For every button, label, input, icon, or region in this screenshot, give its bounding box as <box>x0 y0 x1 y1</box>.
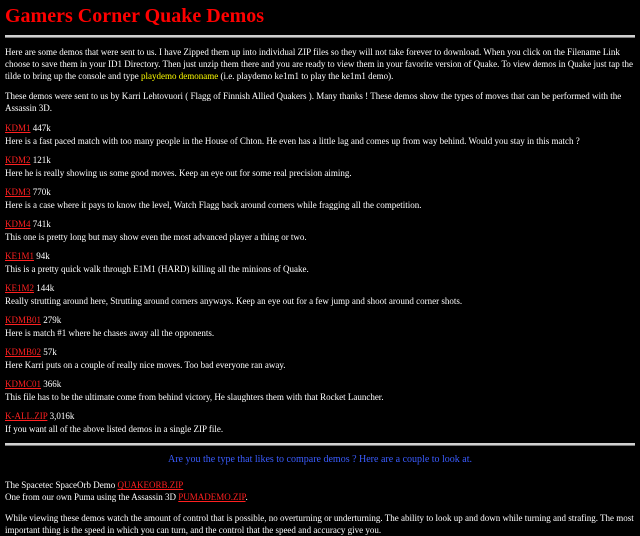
demo-link-k-all-zip[interactable]: K-ALL.ZIP <box>5 411 48 421</box>
demo-size: 366k <box>43 379 62 389</box>
demo-entry-ke1m1 <box>5 250 635 275</box>
intro-text-before: Here are some demos that were sent to us. I have Zipped them up into individual ZIP files so they will not take forever to download. When you click on the Filename Link choose to save them in your ID1 Directory. Then just unzip them there and you are ready to view them in your favorite version of Quake. To view demos in Quake just tap the tilde to bring up the console and type <box>5 47 634 81</box>
demo-entry-kdm2 <box>5 154 635 179</box>
intro-text-after: (i.e. playdemo ke1m1 to play the ke1m1 demo). <box>218 71 394 81</box>
section-divider <box>5 443 635 446</box>
closing-paragraph: While viewing these demos watch the amount of control that is possible, no overturning or underturning. The ability to look up and down while turning and strafing. The most important thing is the speed in which you can turn, and the control that the speed and accuracy give you. <box>5 513 634 535</box>
demo-entry-kdmc01 <box>5 378 635 403</box>
demo-link-kdm3[interactable]: KDM3 <box>5 187 31 197</box>
title-divider <box>5 35 635 38</box>
intro-paragraph <box>5 46 635 82</box>
demo-description: Here he is really showing us some good moves. Keep an eye out for some real precision aiming. <box>5 168 352 178</box>
demo-size: 279k <box>43 315 62 325</box>
demo-description: If you want all of the above listed demos in a single ZIP file. <box>5 424 224 434</box>
demo-size: 57k <box>43 347 57 357</box>
demo-link-kdm2[interactable]: KDM2 <box>5 155 31 165</box>
demo-entry-kdm3 <box>5 186 635 211</box>
demo-size: 94k <box>36 251 50 261</box>
demo-list <box>5 122 635 435</box>
demo-entry-kdm1 <box>5 122 635 147</box>
demo-link-kdm1[interactable]: KDM1 <box>5 123 31 133</box>
demo-link-kdm4[interactable]: KDM4 <box>5 219 31 229</box>
quakeorb-zip-link[interactable]: QUAKEORB.ZIP <box>117 480 184 490</box>
demo-entry-kdmb01 <box>5 314 635 339</box>
demo-description: Here is match #1 where he chases away all the opponents. <box>5 328 215 338</box>
demo-link-ke1m1[interactable]: KE1M1 <box>5 251 34 261</box>
demo-description: Really strutting around here, Strutting around corners anyways. Keep an eye out for a few jump and shoot around corner shots. <box>5 296 463 306</box>
demo-description: This file has to be the ultimate come from behind victory, He slaughters them with that Rocket Launcher. <box>5 392 384 402</box>
demo-entry-kdm4 <box>5 218 635 243</box>
demo-entry-kdmb02 <box>5 346 635 371</box>
pumademo-zip-link[interactable]: PUMADEMO.ZIP <box>178 492 246 502</box>
puma-demo-text: One from our own Puma using the Assassin 3D <box>5 492 179 502</box>
demo-description: Here is a case where it pays to know the level, Watch Flagg back around corners while fragging all the competition. <box>5 200 422 210</box>
page-title: Gamers Corner Quake Demos <box>5 5 265 27</box>
playdemo-command-highlight: playdemo demoname <box>140 71 219 81</box>
demo-link-kdmb02[interactable]: KDMB02 <box>5 347 42 357</box>
compare-list <box>5 479 635 503</box>
demo-size: 3,016k <box>49 411 75 421</box>
demo-size: 770k <box>32 187 51 197</box>
demo-link-kdmc01[interactable]: KDMC01 <box>5 379 42 389</box>
demo-link-ke1m2[interactable]: KE1M2 <box>5 283 34 293</box>
demo-size: 447k <box>32 123 51 133</box>
demo-description: Here Karri puts on a couple of really nice moves. Too bad everyone ran away. <box>5 360 286 370</box>
puma-demo-suffix: . <box>245 492 248 502</box>
demo-size: 741k <box>32 219 51 229</box>
demo-description: Here is a fast paced match with too many people in the House of Chton. He even has a little lag and comes up from way behind. Would you stay in this match ? <box>5 136 580 146</box>
credit-paragraph: These demos were sent to us by Karri Lehtovuori ( Flagg of Finnish Allied Quakers ). Many thanks ! These demos show the types of moves that can be performed with the Assassin 3D. <box>5 91 622 113</box>
demo-size: 144k <box>36 283 55 293</box>
demo-description: This is a pretty quick walk through E1M1 (HARD) killing all the minions of Quake. <box>5 264 309 274</box>
demo-link-kdmb01[interactable]: KDMB01 <box>5 315 42 325</box>
demo-entry-ke1m2 <box>5 282 635 307</box>
demo-description: This one is pretty long but may show even the most advanced player a thing or two. <box>5 232 307 242</box>
spaceorb-demo-text: The Spacetec SpaceOrb Demo <box>5 480 118 490</box>
demo-entry-k-all <box>5 410 635 435</box>
demo-size: 121k <box>32 155 51 165</box>
compare-heading: Are you the type that likes to compare demos ? Here are a couple to look at. <box>167 454 473 465</box>
